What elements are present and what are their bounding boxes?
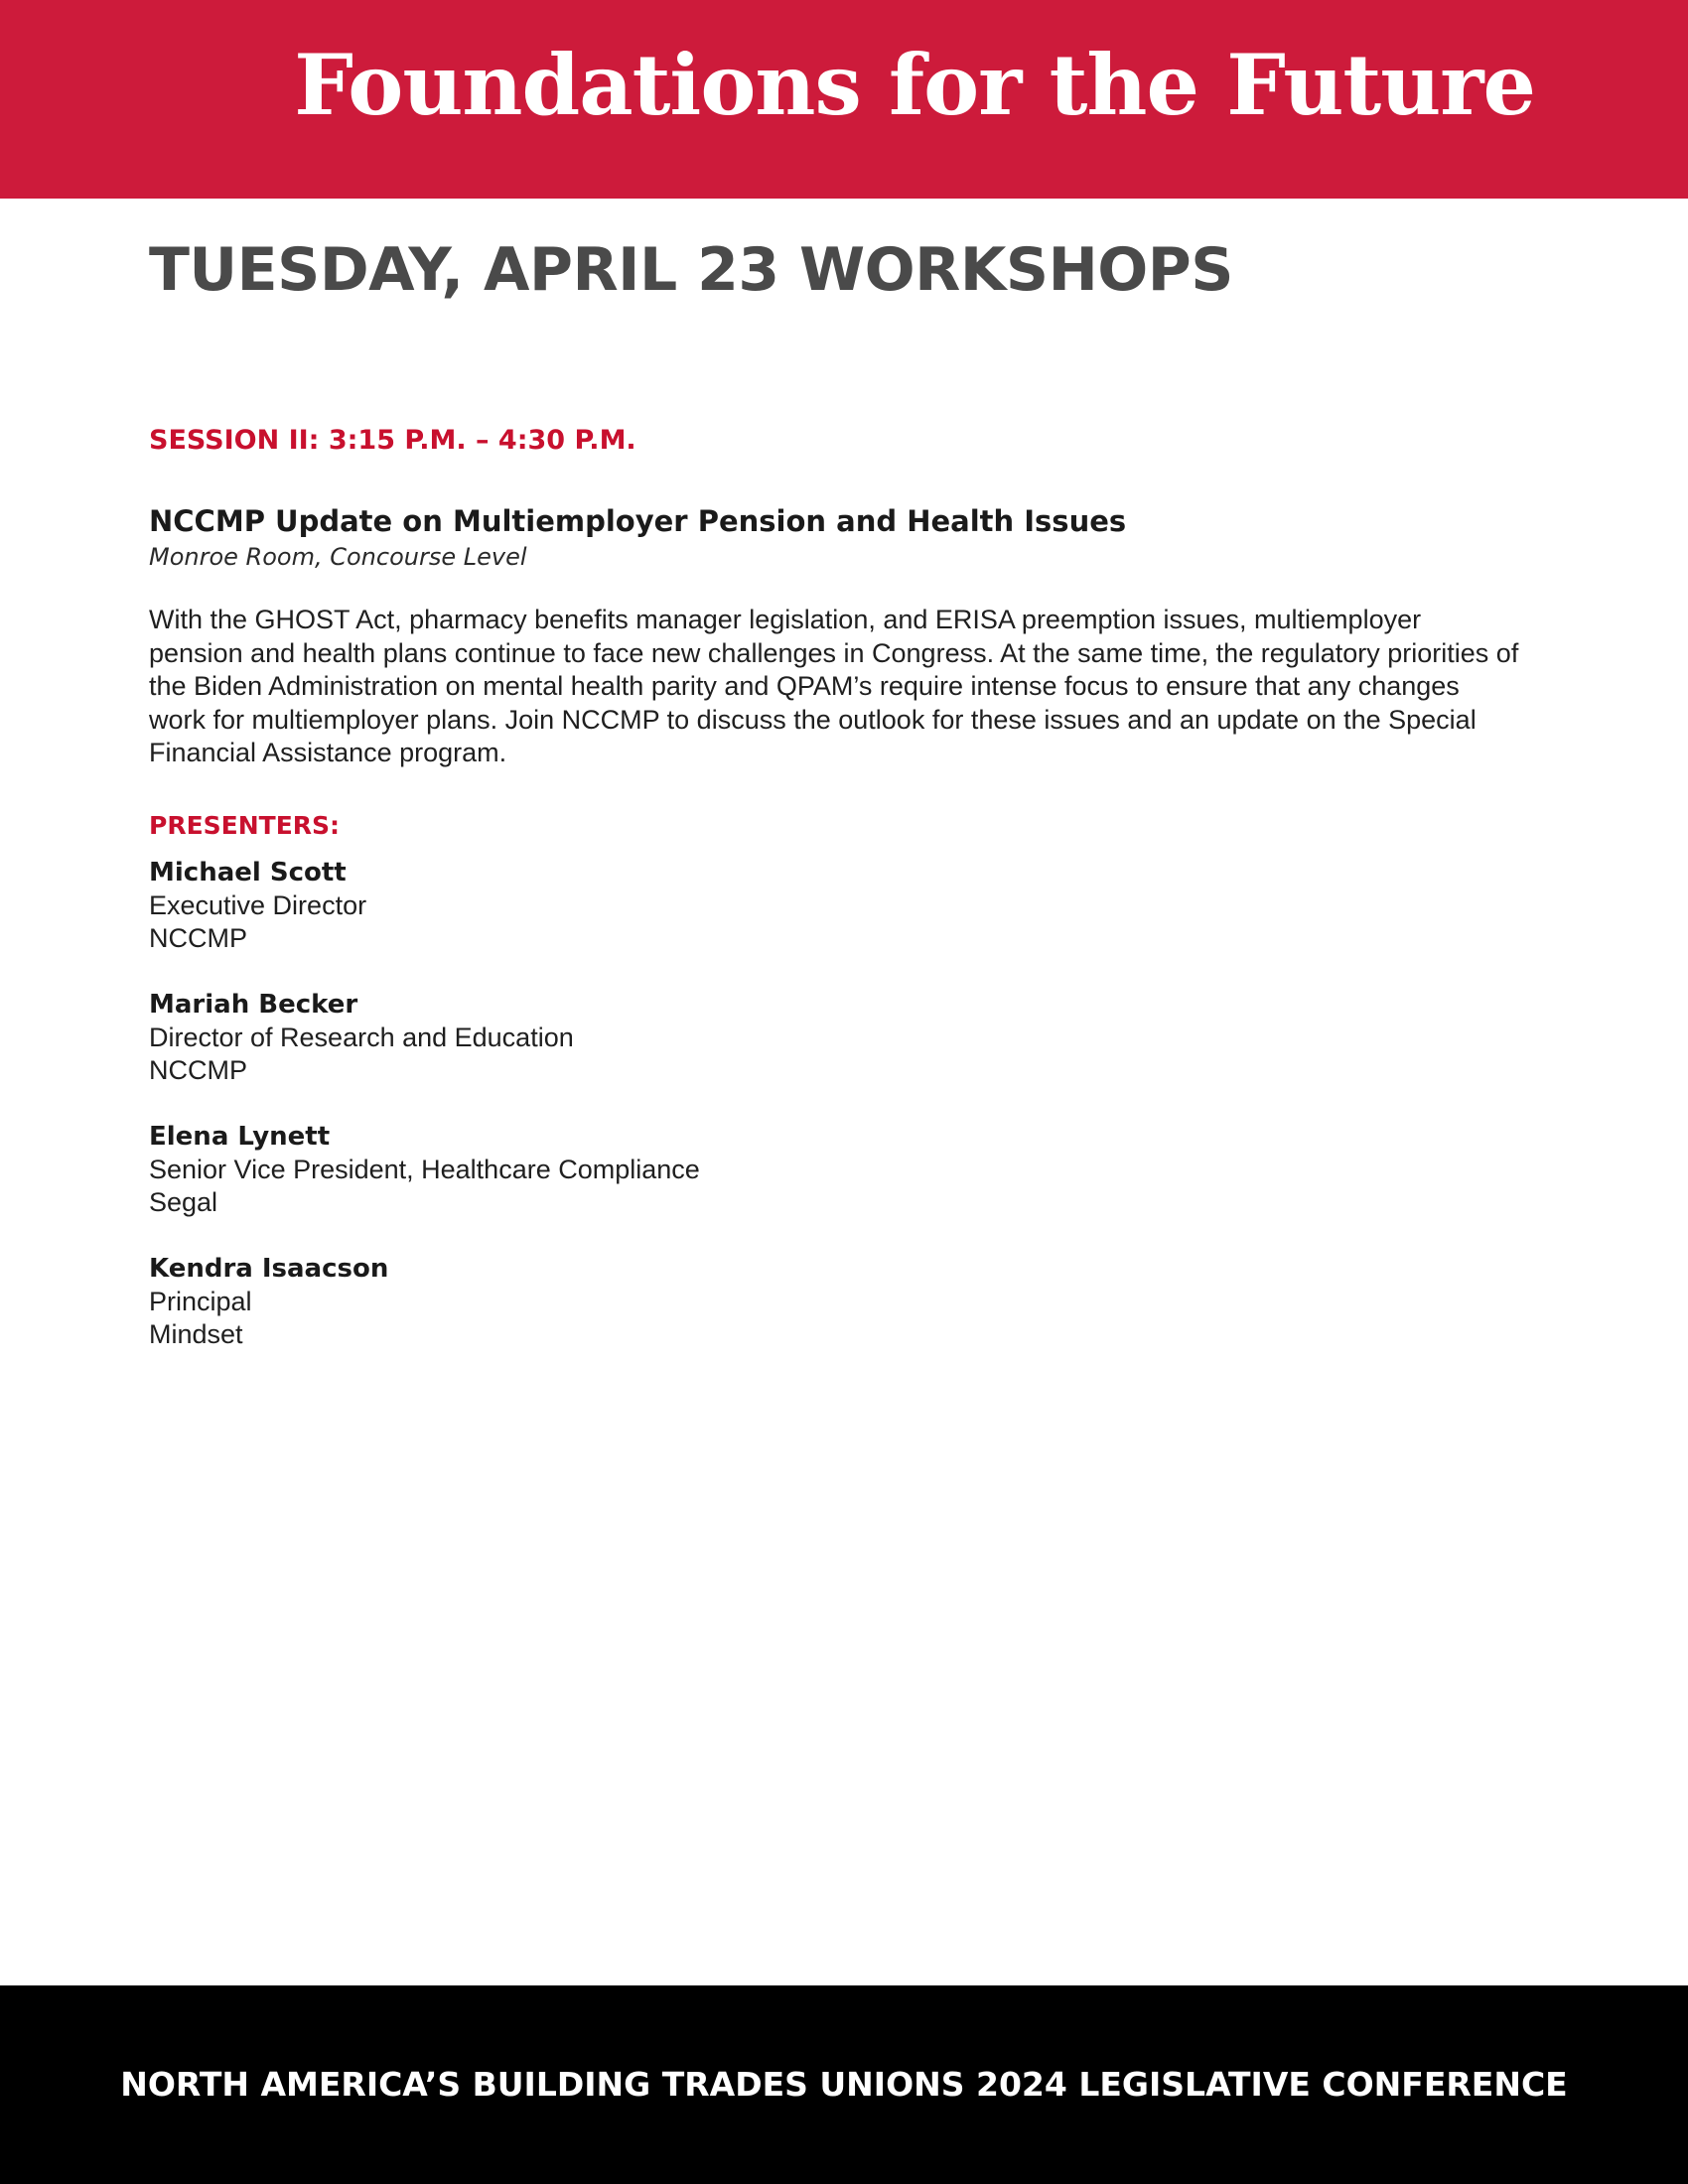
presenter-organization: Mindset xyxy=(149,1318,243,1349)
presenter-organization: NCCMP xyxy=(149,1054,247,1085)
presenter-title: Executive Director xyxy=(149,889,367,920)
presenter-organization: NCCMP xyxy=(149,922,247,953)
session-heading: SESSION II: 3:15 P.M. – 4:30 P.M. xyxy=(149,425,636,456)
header-banner xyxy=(0,0,1688,199)
main-content xyxy=(149,228,1539,1384)
presenter-name: Michael Scott xyxy=(149,857,347,887)
page-title: TUESDAY, APRIL 23 WORKSHOPS xyxy=(149,235,1233,305)
presenter-entry xyxy=(149,1252,1539,1351)
presenter-title: Principal xyxy=(149,1286,252,1316)
presenter-organization: Segal xyxy=(149,1186,218,1217)
workshop-description: With the GHOST Act, pharmacy benefits manager legislation, and ERISA preemption issues, multiemployer pension and health plans continue to face new challenges in Congress. At the same time, the regulatory priorities of the Biden Administration on mental health parity and QPAM’s require intense focus to ensure that any changes work for multiemployer plans. Join NCCMP to discuss the outlook for these issues and an update on the Special Financial Assistance program. xyxy=(149,605,1519,767)
presenter-name: Elena Lynett xyxy=(149,1121,331,1152)
workshop-block xyxy=(149,502,1539,770)
presenter-title: Senior Vice President, Healthcare Compliance xyxy=(149,1154,700,1184)
workshop-room: Monroe Room, Concourse Level xyxy=(149,543,527,571)
presenter-name: Kendra Isaacson xyxy=(149,1253,389,1284)
workshop-title: NCCMP Update on Multiemployer Pension and Health Issues xyxy=(149,504,1127,538)
presenters-heading: PRESENTERS: xyxy=(149,810,341,840)
footer-banner xyxy=(0,1985,1688,2184)
presenter-entry xyxy=(149,856,1539,955)
presenter-title: Director of Research and Education xyxy=(149,1022,574,1052)
presenter-list xyxy=(149,856,1539,1351)
presenter-entry xyxy=(149,1120,1539,1219)
conference-name: NORTH AMERICA’S BUILDING TRADES UNIONS 2024 LEGISLATIVE CONFERENCE xyxy=(120,2065,1568,2104)
conference-theme-title: Foundations for the Future xyxy=(294,36,1535,134)
presenter-name: Mariah Becker xyxy=(149,989,358,1020)
presenter-entry xyxy=(149,988,1539,1087)
